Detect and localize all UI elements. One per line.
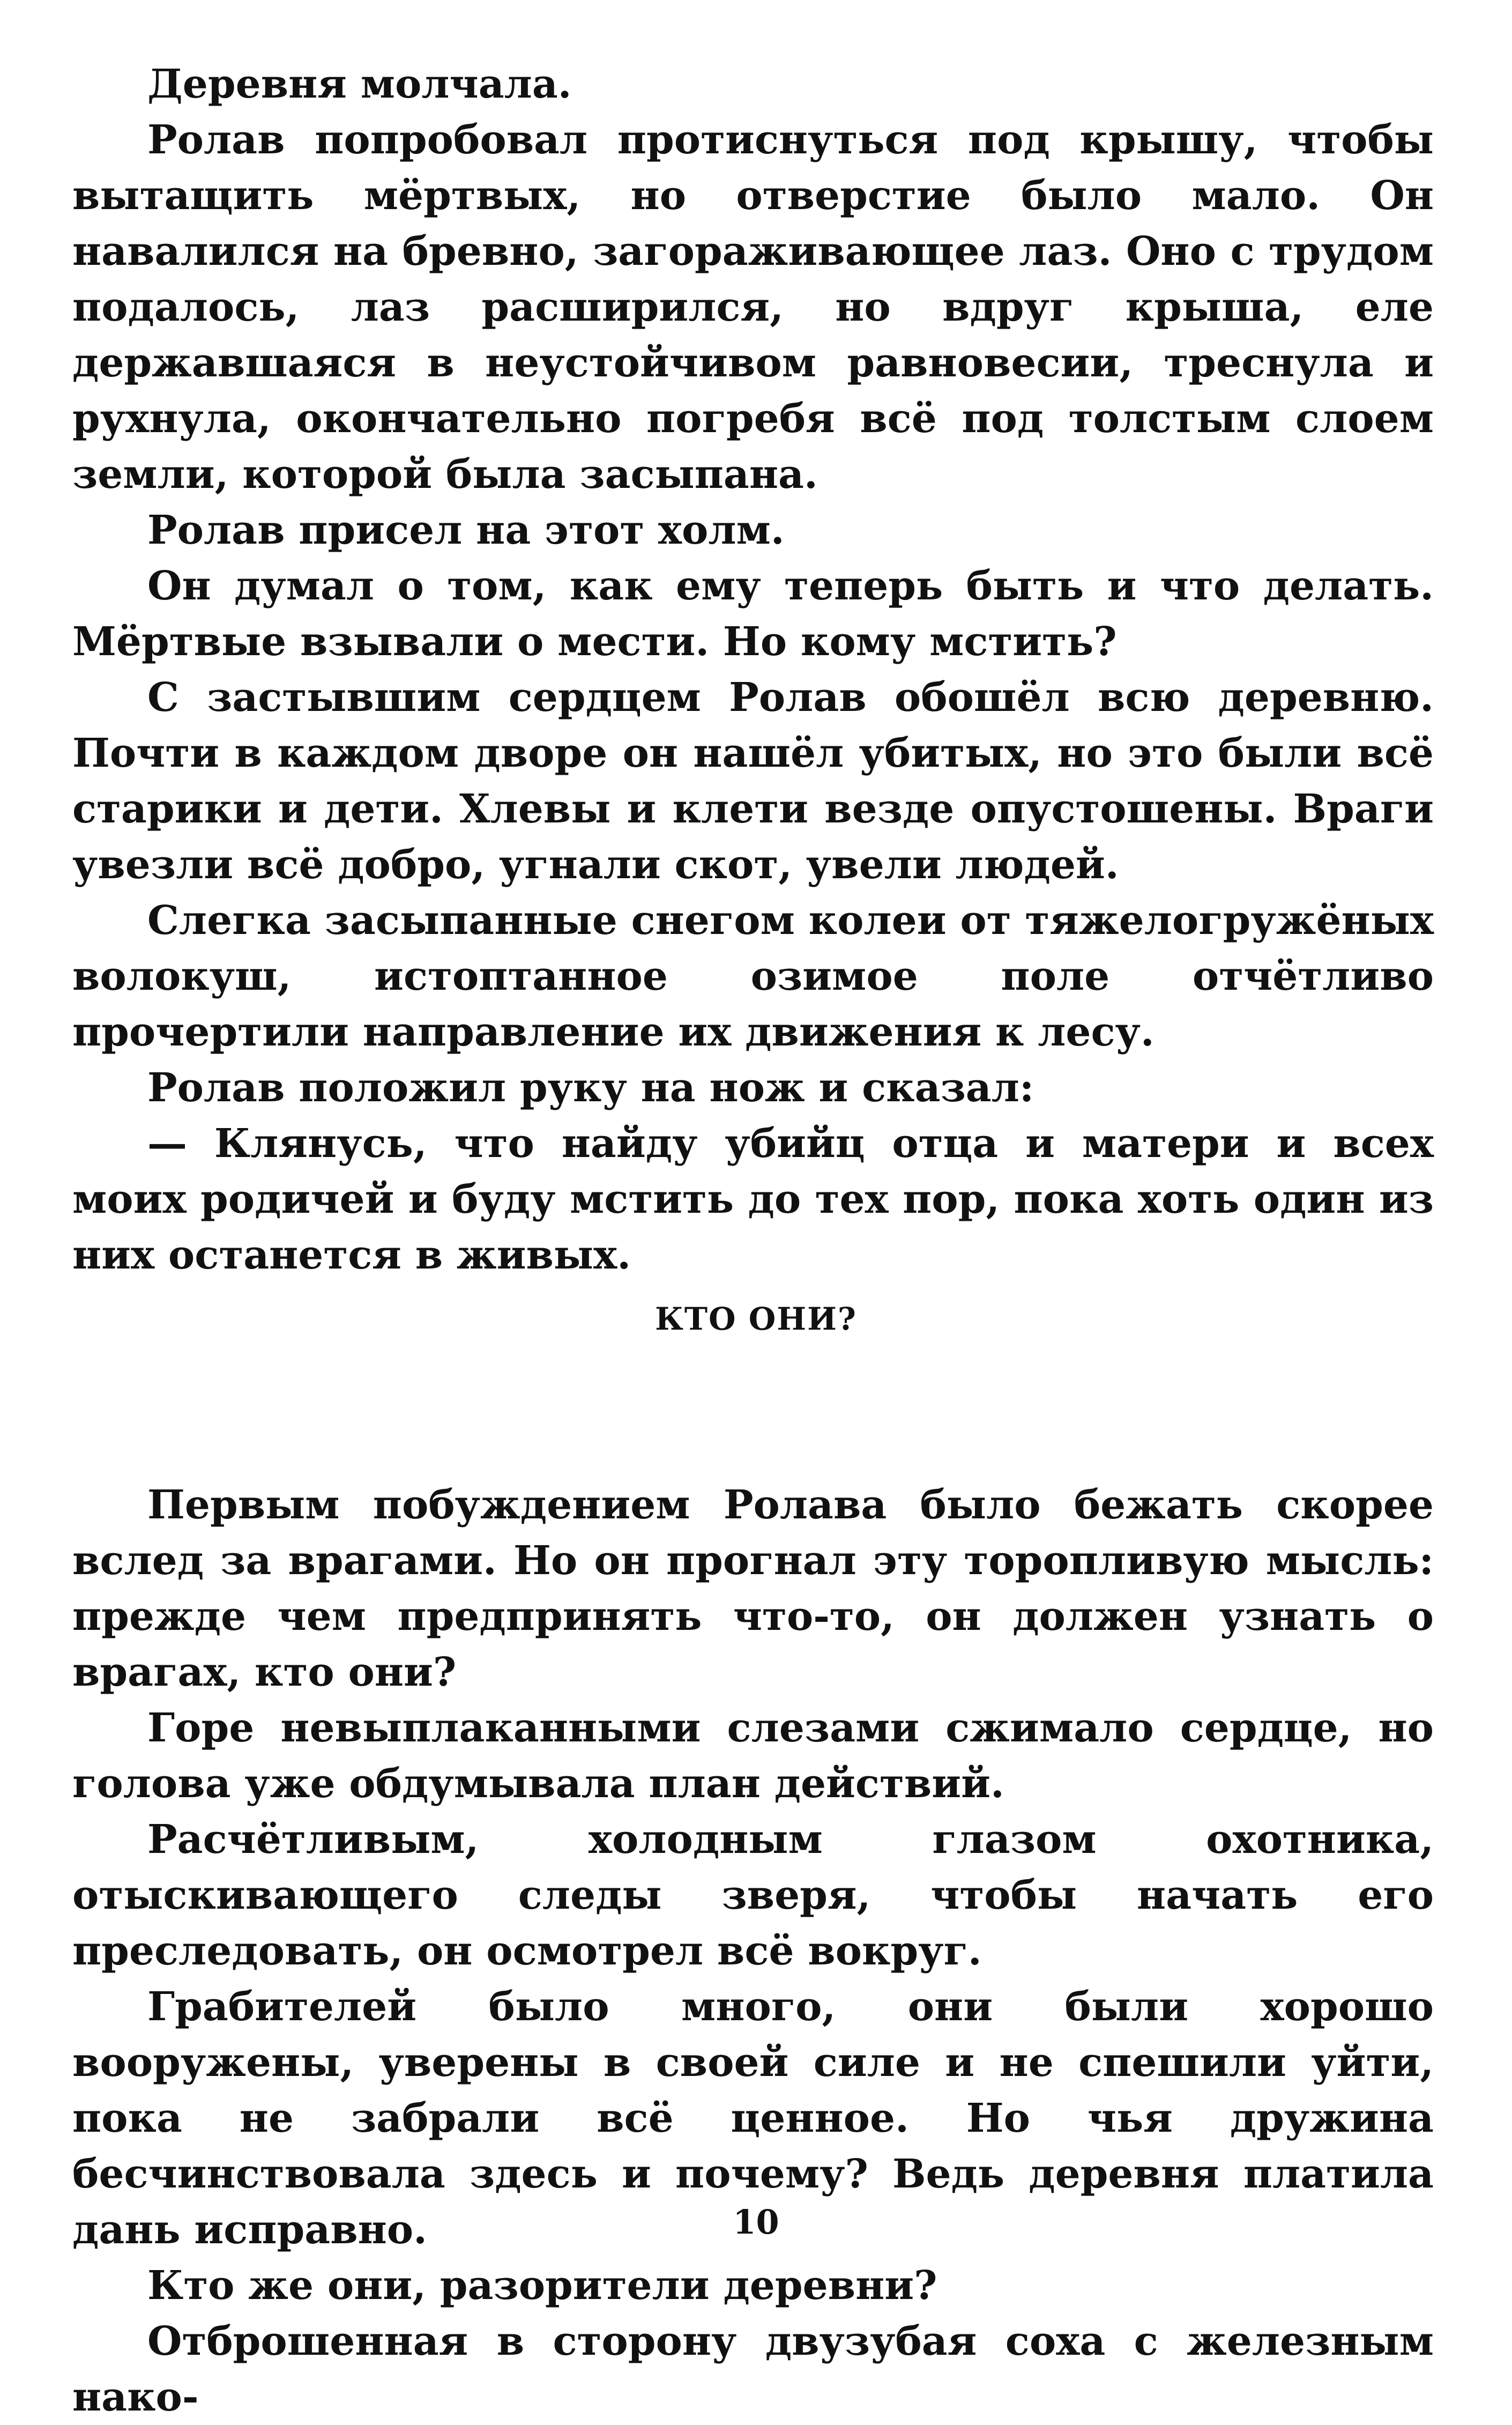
paragraph: С застывшим сердцем Ролав обошёл всю деревню. Почти в каждом дворе он нашёл убитых, но это были всё старики и дети. Хлевы и клети везде опустошены. Враги увезли всё добро, угнали скот, увели людей. bbox=[72, 674, 1434, 888]
text-section-2 bbox=[72, 1477, 1434, 2425]
text-section-1 bbox=[72, 56, 1434, 1283]
chapter-heading: КТО ОНИ? bbox=[655, 1301, 857, 1337]
paragraph: Он думал о том, как ему теперь быть и что делать. Мёртвые взывали о мести. Но кому мстить? bbox=[72, 563, 1434, 665]
paragraph: Первым побуждением Ролава было бежать скорее вслед за врагами. Но он прогнал эту торопливую мысль: прежде чем предпринять что-то, он должен узнать о врагах, кто они? bbox=[72, 1482, 1434, 1695]
paragraph: Грабителей было много, они были хорошо вооружены, уверены в своей силе и не спешили уйти, пока не забрали всё ценное. Но чья дружина бесчинствовала здесь и почему? Ведь деревня платила дань исправно. bbox=[72, 1984, 1434, 2253]
paragraph: Горе невыплаканными слезами сжимало сердце, но голова уже обдумывала план действий. bbox=[72, 1705, 1434, 1807]
paragraph: Отброшенная в сторону двузубая соха с железным нако- bbox=[72, 2318, 1434, 2420]
paragraph: Ролав присел на этот холм. bbox=[147, 507, 785, 553]
page-number: 10 bbox=[733, 2202, 779, 2242]
paragraph: Ролав положил руку на нож и сказал: bbox=[147, 1065, 1034, 1111]
paragraph: Расчётливым, холодным глазом охотника, отыскивающего следы зверя, чтобы начать его преследовать, он осмотрел всё вокруг. bbox=[72, 1816, 1434, 1974]
paragraph: Кто же они, разорители деревни? bbox=[147, 2263, 937, 2309]
paragraph: Слегка засыпанные снегом колеи от тяжелогружёных волокуш, истоптанное озимое поле отчётливо прочертили направление их движения к лесу. bbox=[72, 898, 1434, 1055]
paragraph: — Клянусь, что найду убийц отца и матери и всех моих родичей и буду мстить до тех пор, пока хоть один из них останется в живых. bbox=[72, 1121, 1434, 1278]
paragraph: Деревня молчала. bbox=[147, 61, 572, 107]
paragraph: Ролав попробовал протиснуться под крышу, чтобы вытащить мёртвых, но отверстие было мало. Он навалился на бревно, загораживающее лаз. Оно с трудом подалось, лаз расширился, но вдруг крыша, еле державшаяся в неустойчивом равновесии, треснула и рухнула, окончательно погребя всё под толстым слоем земли, которой была засыпана. bbox=[72, 117, 1434, 498]
